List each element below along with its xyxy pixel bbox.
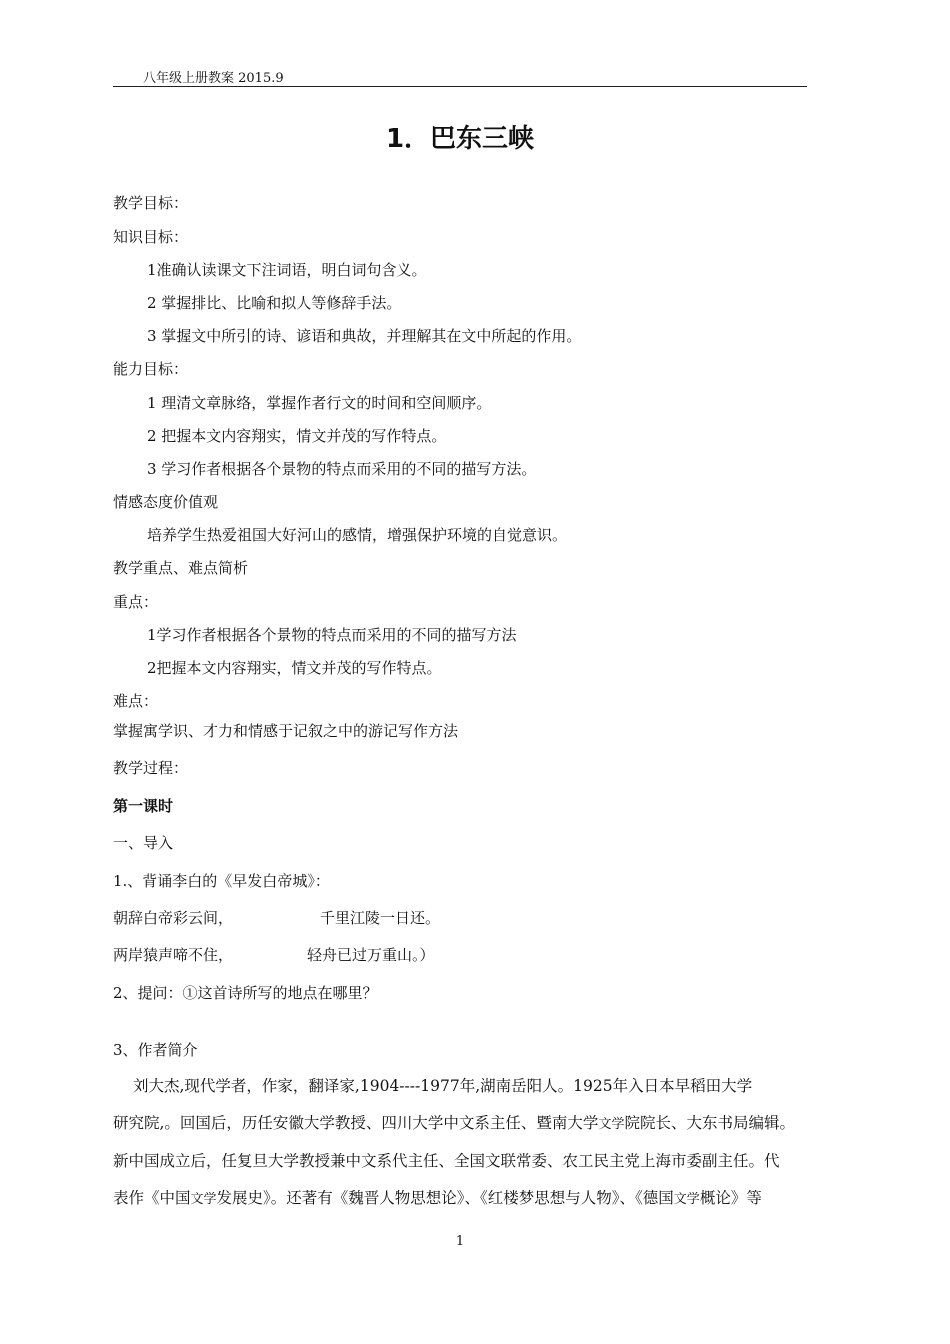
- poem-line-2-second: 轻舟已过万重山。）: [307, 946, 435, 964]
- author-heading: 3、作者简介: [113, 1041, 198, 1059]
- ability-item-3: 3 学习作者根据各个景物的特点而采用的不同的描写方法。: [147, 460, 537, 478]
- knowledge-item-3: 3 掌握文中所引的诗、谚语和典故，并理解其在文中所起的作用。: [147, 327, 582, 345]
- ability-item-1: 1 理清文章脉络，掌握作者行文的时间和空间顺序。: [147, 394, 492, 412]
- bio-text: 研究院,。回国后，历任安徽大学教授、四川大学中文系主任、暨南大学: [113, 1114, 599, 1132]
- bio-text: 概论》等: [699, 1189, 762, 1207]
- focus-item-1: 1学习作者根据各个景物的特点而采用的不同的描写方法: [147, 626, 517, 644]
- poem-line-1-second: 千里江陵一日还。: [320, 909, 441, 927]
- page-header: 八年级上册教案 2015.9: [143, 71, 284, 86]
- ability-heading: 能力目标：: [113, 360, 189, 378]
- bio-text-small: 文学: [673, 1192, 700, 1207]
- difficulty-heading: 难点：: [113, 692, 159, 710]
- emotion-item: 培养学生热爱祖国大好河山的感情，增强保护环境的自觉意识。: [147, 526, 568, 544]
- question-line: 2、提问：①这首诗所写的地点在哪里？: [113, 984, 378, 1002]
- focus-item-2: 2把握本文内容翔实，情文并茂的写作特点。: [147, 659, 442, 677]
- author-bio-line-3: 新中国成立后，任复旦大学教授兼中文系代主任、全国文联常委、农工民主党上海市委副主任。代: [113, 1152, 780, 1170]
- bio-text: 发展史》。还著有《魏晋人物思想论》、《红楼梦思想与人物》、《德国: [216, 1189, 674, 1207]
- focus-heading: 重点：: [113, 593, 159, 611]
- lesson-one-heading: 第一课时: [113, 797, 174, 815]
- goals-heading: 教学目标：: [113, 194, 189, 212]
- knowledge-heading: 知识目标：: [113, 228, 189, 246]
- knowledge-item-2: 2 掌握排比、比喻和拟人等修辞手法。: [147, 294, 402, 312]
- author-bio-line-4: [113, 1188, 762, 1210]
- header-rule: [113, 86, 807, 87]
- difficulty-item: 掌握寓学识、才力和情感于记叙之中的游记写作方法: [113, 722, 459, 740]
- process-heading: 教学过程：: [113, 759, 189, 777]
- recite-instruction: 1.、背诵李白的《早发白帝城》：: [113, 872, 330, 890]
- bio-text-small: 文学: [598, 1117, 625, 1132]
- lesson-title: 1．巴东三峡: [385, 124, 535, 154]
- author-bio-line-1: 刘大杰,现代学者，作家，翻译家,1904----1977年,湖南岳阳人。1925年入日本早稻田大学: [133, 1077, 753, 1095]
- author-bio-line-2: [113, 1113, 795, 1135]
- knowledge-item-1: 1准确认读课文下注词语，明白词句含义。: [147, 261, 427, 279]
- intro-heading: 一、导入: [113, 834, 174, 852]
- poem-line-1-first: 朝辞白帝彩云间，: [113, 909, 234, 927]
- bio-text-small: 文学: [190, 1192, 217, 1207]
- page-number: 1: [455, 1234, 465, 1249]
- poem-line-2-first: 两岸猿声啼不住，: [113, 946, 234, 964]
- ability-item-2: 2 把握本文内容翔实，情文并茂的写作特点。: [147, 427, 447, 445]
- emotion-heading: 情感态度价值观: [113, 493, 219, 511]
- keypoints-heading: 教学重点、难点简析: [113, 559, 249, 577]
- bio-text: 院院长、大东书局编辑。: [624, 1114, 795, 1132]
- bio-text: 表作《中国: [113, 1189, 191, 1207]
